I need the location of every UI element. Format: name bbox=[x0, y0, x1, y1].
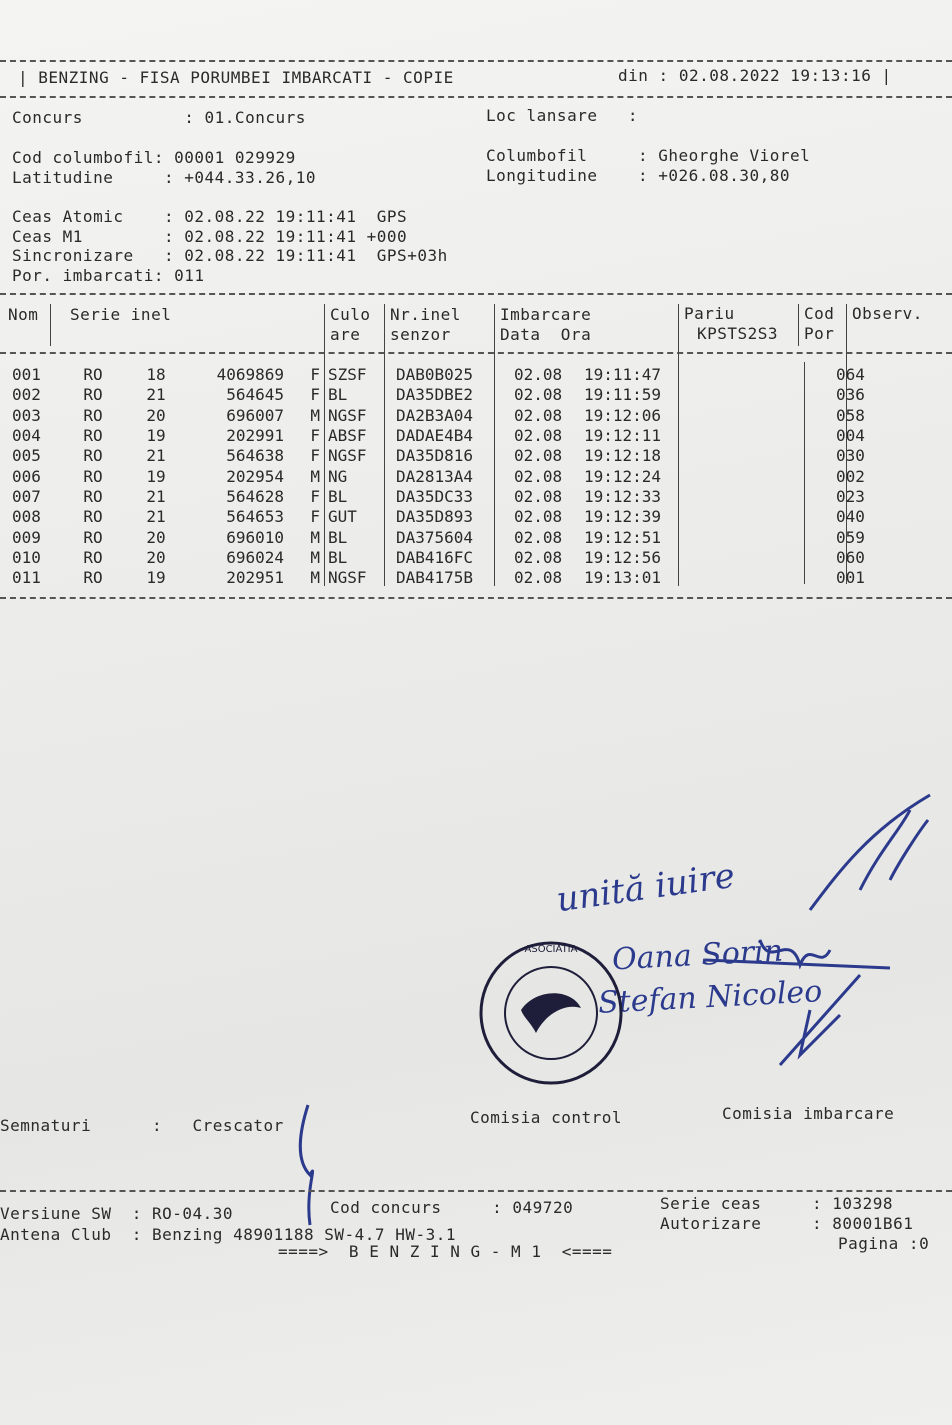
cell-cul: SZSF bbox=[328, 365, 367, 385]
cell-ora: 19:12:18 bbox=[584, 446, 662, 466]
table-row bbox=[8, 466, 884, 486]
cell-tara: RO bbox=[83, 486, 103, 506]
cell-pariu bbox=[704, 426, 832, 446]
cell-nom: 003 bbox=[12, 405, 41, 425]
svg-text:ASOCIATIA: ASOCIATIA bbox=[524, 944, 578, 955]
cod-concurs: Cod concurs : 049720 bbox=[330, 1198, 574, 1217]
cell-nom: 011 bbox=[12, 568, 41, 588]
antena-club: Antena Club : Benzing 48901188 SW-4.7 HW-3.1 bbox=[0, 1225, 456, 1244]
cell-an: 21 bbox=[146, 446, 166, 466]
table-row bbox=[8, 365, 884, 385]
cell-senzor: DA35D893 bbox=[396, 507, 474, 527]
cell-nom: 008 bbox=[12, 507, 41, 527]
cell-tara: RO bbox=[83, 547, 103, 567]
cell-senzor: DA35DC33 bbox=[396, 486, 474, 506]
cell-cod: 030 bbox=[836, 446, 865, 466]
cell-nr: 564653 bbox=[226, 507, 284, 527]
cell-sex: M bbox=[310, 466, 320, 486]
ceas-atomic: Ceas Atomic : 02.08.22 19:11:41 GPS bbox=[12, 207, 408, 226]
cell-pariu bbox=[704, 385, 832, 405]
cell-data: 02.08 bbox=[514, 405, 563, 425]
cell-cod: 064 bbox=[836, 365, 865, 385]
th-dataora: Data Ora bbox=[500, 325, 592, 344]
cell-nr: 696007 bbox=[226, 405, 284, 425]
versiune-sw: Versiune SW : RO-04.30 bbox=[0, 1204, 234, 1223]
cell-senzor: DADAE4B4 bbox=[396, 426, 474, 446]
cell-an: 21 bbox=[146, 507, 166, 527]
cell-cod: 058 bbox=[836, 405, 865, 425]
cell-senzor: DA35DBE2 bbox=[396, 385, 474, 405]
cell-an: 20 bbox=[146, 547, 166, 567]
cell-ora: 19:12:11 bbox=[584, 426, 662, 446]
cell-tara: RO bbox=[83, 568, 103, 588]
table-row bbox=[8, 426, 884, 446]
table-header-rule bbox=[0, 352, 952, 354]
cell-cul: GUT bbox=[328, 507, 357, 527]
cell-sex: M bbox=[310, 405, 320, 425]
cell-pariu bbox=[704, 466, 832, 486]
comisia-control: Comisia control bbox=[470, 1108, 622, 1127]
cell-nom: 009 bbox=[12, 527, 41, 547]
cell-senzor: DA2813A4 bbox=[396, 466, 474, 486]
cell-nom: 007 bbox=[12, 486, 41, 506]
table-row bbox=[8, 507, 884, 527]
cell-pariu bbox=[704, 527, 832, 547]
signature-arrow-icon bbox=[770, 970, 870, 1070]
cell-tara: RO bbox=[83, 466, 103, 486]
cell-senzor: DA35D816 bbox=[396, 446, 474, 466]
cell-cul: NGSF bbox=[328, 568, 367, 588]
cell-sex: M bbox=[310, 568, 320, 588]
table-row bbox=[8, 487, 884, 507]
th-cod: Cod bbox=[804, 304, 835, 323]
cell-tara: RO bbox=[83, 446, 103, 466]
th-nrinel: Nr.inel bbox=[390, 305, 461, 324]
title: | BENZING - FISA PORUMBEI IMBARCATI - COPIE bbox=[18, 68, 454, 87]
table-row bbox=[8, 446, 884, 466]
col-sep bbox=[798, 304, 799, 346]
cell-an: 18 bbox=[146, 365, 166, 385]
cell-an: 20 bbox=[146, 527, 166, 547]
cell-data: 02.08 bbox=[514, 527, 563, 547]
th-por: Por bbox=[804, 324, 835, 343]
cell-an: 19 bbox=[146, 466, 166, 486]
semnaturi-label: Semnaturi : Crescator bbox=[0, 1116, 284, 1135]
cell-sex: F bbox=[310, 426, 320, 446]
serie-ceas: Serie ceas : 103298 bbox=[660, 1194, 894, 1213]
cell-nr: 696010 bbox=[226, 527, 284, 547]
cell-sex: F bbox=[310, 507, 320, 527]
cell-ora: 19:12:39 bbox=[584, 507, 662, 527]
th-observ: Observ. bbox=[852, 304, 923, 323]
table-bottom-rule bbox=[0, 597, 952, 599]
cell-ora: 19:12:56 bbox=[584, 547, 662, 567]
cell-an: 21 bbox=[146, 486, 166, 506]
cell-ora: 19:12:24 bbox=[584, 466, 662, 486]
longitudine: Longitudine : +026.08.30,80 bbox=[486, 166, 790, 185]
cell-sex: F bbox=[310, 486, 320, 506]
table-row bbox=[8, 406, 884, 426]
cell-data: 02.08 bbox=[514, 385, 563, 405]
cell-tara: RO bbox=[83, 507, 103, 527]
cell-nom: 005 bbox=[12, 446, 41, 466]
cell-pariu bbox=[704, 487, 832, 507]
cell-nr: 696024 bbox=[226, 547, 284, 567]
cell-cul: NGSF bbox=[328, 405, 367, 425]
cell-tara: RO bbox=[83, 385, 103, 405]
cell-nr: 564645 bbox=[226, 385, 284, 405]
cell-cod: 036 bbox=[836, 385, 865, 405]
cell-tara: RO bbox=[83, 405, 103, 425]
cell-data: 02.08 bbox=[514, 466, 563, 486]
cell-nom: 006 bbox=[12, 466, 41, 486]
cell-cul: BL bbox=[328, 385, 348, 405]
cell-nr: 202954 bbox=[226, 466, 284, 486]
cell-nom: 010 bbox=[12, 547, 41, 567]
cell-an: 19 bbox=[146, 568, 166, 588]
cell-an: 21 bbox=[146, 385, 166, 405]
brand-banner: ====> B E N Z I N G - M 1 <==== bbox=[278, 1242, 613, 1261]
cell-cod: 002 bbox=[836, 466, 865, 486]
cell-senzor: DAB416FC bbox=[396, 547, 474, 567]
cell-nom: 004 bbox=[12, 426, 41, 446]
cell-pariu bbox=[704, 406, 832, 426]
cell-nr: 202991 bbox=[226, 426, 284, 446]
loc-lansare: Loc lansare : bbox=[486, 106, 649, 125]
por-imbarcati: Por. imbarcati: 011 bbox=[12, 266, 205, 285]
cell-an: 20 bbox=[146, 405, 166, 425]
cell-data: 02.08 bbox=[514, 486, 563, 506]
pigeon-table bbox=[8, 365, 884, 588]
columbofil: Columbofil : Gheorghe Viorel bbox=[486, 146, 811, 165]
cell-cod: 040 bbox=[836, 507, 865, 527]
th-kpsts: KPSTS2S3 bbox=[697, 324, 779, 343]
pagina: Pagina :0 bbox=[838, 1234, 930, 1253]
table-row bbox=[8, 568, 884, 588]
cod-columbofil: Cod columbofil: 00001 029929 bbox=[12, 148, 296, 167]
comisia-imbarcare: Comisia imbarcare bbox=[722, 1104, 895, 1123]
cell-nr: 564638 bbox=[226, 446, 284, 466]
cell-senzor: DA375604 bbox=[396, 527, 474, 547]
cell-cod: 023 bbox=[836, 486, 865, 506]
handwriting-note-2: Oana Sorin bbox=[611, 933, 784, 978]
cell-cul: BL bbox=[328, 547, 348, 567]
ceas-m1: Ceas M1 : 02.08.22 19:11:41 +000 bbox=[12, 227, 408, 246]
th-pariu: Pariu bbox=[684, 304, 735, 323]
cell-ora: 19:12:06 bbox=[584, 405, 662, 425]
header-rule bbox=[0, 96, 952, 98]
th-nom: Nom bbox=[8, 305, 39, 324]
cell-tara: RO bbox=[83, 365, 103, 385]
club-stamp-icon bbox=[476, 938, 626, 1088]
cell-data: 02.08 bbox=[514, 365, 563, 385]
cell-data: 02.08 bbox=[514, 547, 563, 567]
table-row bbox=[8, 548, 884, 568]
cell-pariu bbox=[704, 568, 832, 588]
th-senzor: senzor bbox=[390, 325, 451, 344]
cell-ora: 19:11:59 bbox=[584, 385, 662, 405]
handwriting-note-3: Stefan Nicoleo bbox=[597, 974, 824, 1021]
cell-senzor: DA2B3A04 bbox=[396, 405, 474, 425]
cell-data: 02.08 bbox=[514, 568, 563, 588]
cell-cod: 001 bbox=[836, 568, 865, 588]
footer-rule bbox=[0, 1190, 952, 1192]
th-serie: Serie inel bbox=[70, 305, 172, 324]
handwriting-note-1: unită iuire bbox=[554, 855, 738, 921]
cell-cod: 004 bbox=[836, 426, 865, 446]
cell-tara: RO bbox=[83, 426, 103, 446]
cell-data: 02.08 bbox=[514, 446, 563, 466]
autorizare: Autorizare : 80001B61 bbox=[660, 1214, 914, 1233]
cell-tara: RO bbox=[83, 527, 103, 547]
cell-cul: NG bbox=[328, 466, 348, 486]
cell-pariu bbox=[704, 365, 832, 385]
cell-sex: M bbox=[310, 547, 320, 567]
cell-sex: M bbox=[310, 527, 320, 547]
print-date: din : 02.08.2022 19:13:16 | bbox=[618, 66, 892, 85]
cell-sex: F bbox=[310, 446, 320, 466]
table-top-rule bbox=[0, 293, 952, 295]
cell-data: 02.08 bbox=[514, 507, 563, 527]
cell-nom: 001 bbox=[12, 365, 41, 385]
top-rule bbox=[0, 60, 952, 62]
table-row bbox=[8, 385, 884, 405]
cell-sex: F bbox=[310, 385, 320, 405]
cell-nom: 002 bbox=[12, 385, 41, 405]
table-row bbox=[8, 527, 884, 547]
cell-pariu bbox=[704, 507, 832, 527]
cell-senzor: DAB0B025 bbox=[396, 365, 474, 385]
cell-cul: NGSF bbox=[328, 446, 367, 466]
pen-mark-icon bbox=[290, 1100, 330, 1230]
th-culo: Culo bbox=[330, 305, 371, 324]
sincronizare: Sincronizare : 02.08.22 19:11:41 GPS+03h bbox=[12, 246, 448, 265]
cell-cul: ABSF bbox=[328, 426, 367, 446]
cell-ora: 19:11:47 bbox=[584, 365, 662, 385]
cell-cod: 060 bbox=[836, 547, 865, 567]
cell-data: 02.08 bbox=[514, 426, 563, 446]
cell-nr: 564628 bbox=[226, 486, 284, 506]
th-imbarcare: Imbarcare bbox=[500, 305, 592, 324]
cell-cul: BL bbox=[328, 527, 348, 547]
signature-scribble-icon bbox=[800, 790, 940, 920]
cell-cod: 059 bbox=[836, 527, 865, 547]
cell-ora: 19:12:51 bbox=[584, 527, 662, 547]
cell-cul: BL bbox=[328, 486, 348, 506]
cell-ora: 19:13:01 bbox=[584, 568, 662, 588]
cell-senzor: DAB4175B bbox=[396, 568, 474, 588]
cell-an: 19 bbox=[146, 426, 166, 446]
th-culo2: are bbox=[330, 325, 361, 344]
col-sep bbox=[50, 304, 51, 346]
latitudine: Latitudine : +044.33.26,10 bbox=[12, 168, 316, 187]
cell-pariu bbox=[704, 446, 832, 466]
concurs-row: Concurs : 01.Concurs bbox=[12, 108, 306, 127]
cell-ora: 19:12:33 bbox=[584, 486, 662, 506]
cell-nr: 202951 bbox=[226, 568, 284, 588]
cell-nr: 4069869 bbox=[216, 365, 284, 385]
cell-sex: F bbox=[310, 365, 320, 385]
cell-pariu bbox=[704, 548, 832, 568]
